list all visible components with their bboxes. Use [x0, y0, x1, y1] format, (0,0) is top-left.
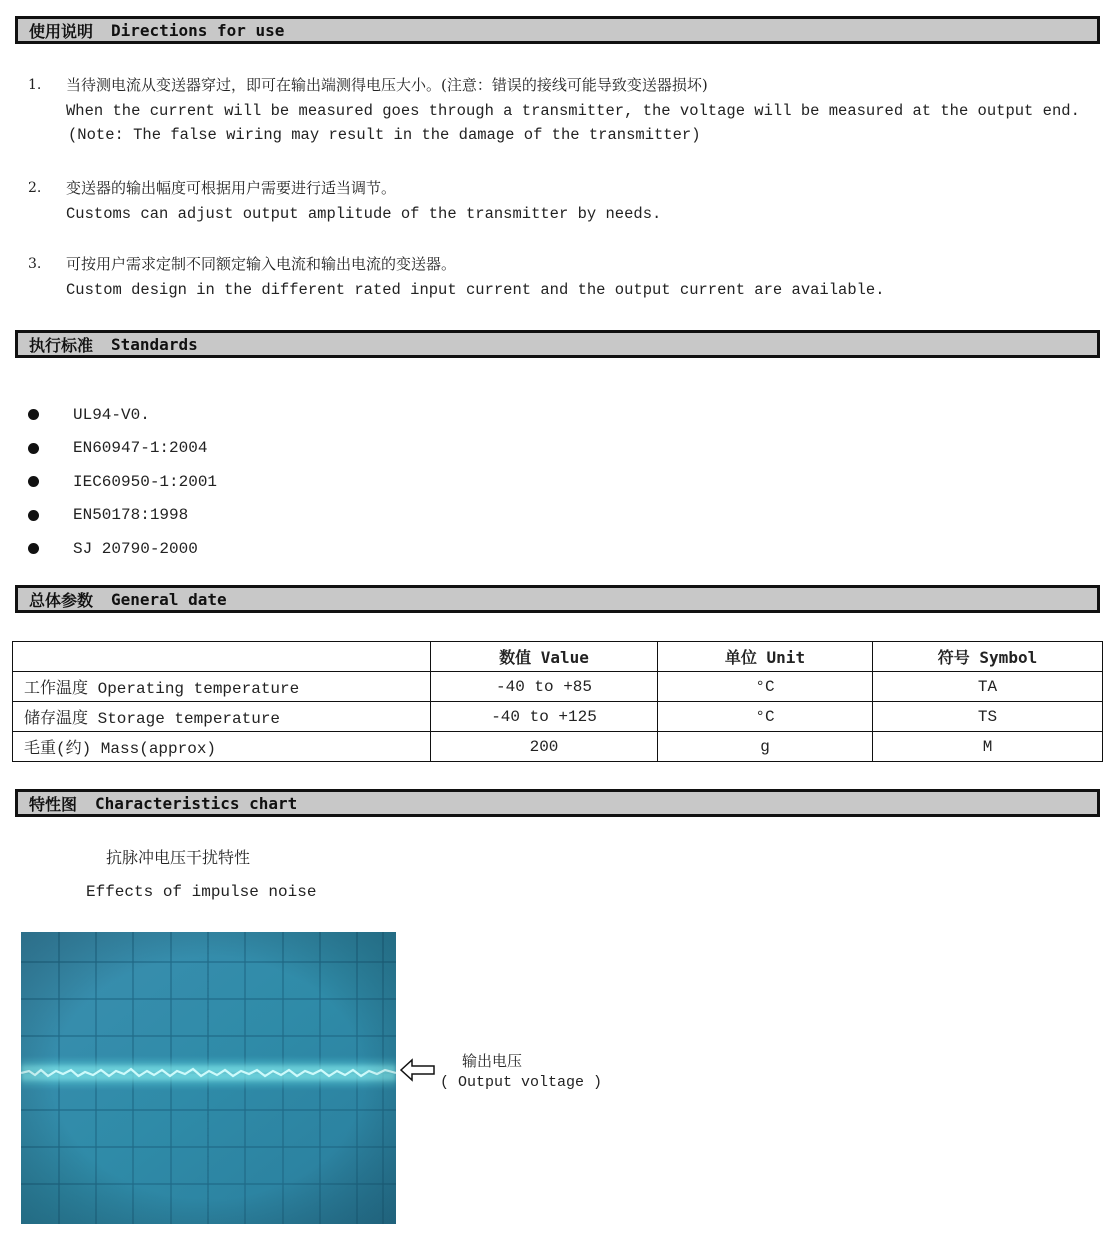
section-header-directions — [15, 16, 1100, 44]
table-cell: 毛重(约) Mass(approx) — [13, 732, 431, 762]
chart-title-en: Effects of impulse noise — [86, 883, 317, 901]
section-title-en: Standards — [111, 334, 198, 354]
column-header — [13, 642, 431, 672]
standard-label: EN50178:1998 — [73, 506, 189, 525]
annotation-label-zh: 输出电压 — [462, 1052, 523, 1070]
section-title-zh: 特性图 — [29, 794, 78, 814]
annotation-label-en: ( Output voltage ) — [440, 1074, 603, 1091]
bullet-icon — [28, 476, 39, 487]
table-cell: TS — [873, 702, 1103, 732]
item-number: 3. — [28, 256, 42, 272]
table-cell: TA — [873, 672, 1103, 702]
standard-label: IEC60950-1:2001 — [73, 472, 218, 491]
item-number: 2. — [28, 180, 42, 196]
item-text-en: When the current will be measured goes through a transmitter, the voltage will be measured at the output end. — [66, 102, 1080, 120]
section-title-zh: 使用说明 — [29, 21, 94, 41]
bullet-icon — [28, 409, 39, 420]
list-item — [28, 432, 217, 466]
item-text-zh: 可按用户需求定制不同额定输入电流和输出电流的变送器。 — [66, 255, 457, 273]
bullet-icon — [28, 443, 39, 454]
section-title-zh: 执行标准 — [29, 335, 94, 355]
table-cell: g — [658, 732, 873, 762]
table-cell: M — [873, 732, 1103, 762]
table-cell: -40 to +125 — [431, 702, 658, 732]
item-text-en: Customs can adjust output amplitude of the transmitter by needs. — [66, 205, 662, 223]
standard-label: EN60947-1:2004 — [73, 439, 208, 458]
column-header: 符号 Symbol — [873, 642, 1103, 672]
list-item — [28, 532, 217, 566]
list-item — [28, 465, 217, 499]
column-header: 数值 Value — [431, 642, 658, 672]
chart-title-zh: 抗脉冲电压干扰特性 — [106, 848, 251, 867]
list-item — [28, 499, 217, 533]
table-row — [13, 672, 1103, 702]
table-cell: -40 to +85 — [431, 672, 658, 702]
table-row — [13, 732, 1103, 762]
table-row — [13, 702, 1103, 732]
table-header-row — [13, 642, 1103, 672]
column-header: 单位 Unit — [658, 642, 873, 672]
item-text-en: Custom design in the different rated input current and the output current are available. — [66, 281, 885, 299]
table-cell: 200 — [431, 732, 658, 762]
oscilloscope-image — [21, 932, 396, 1224]
section-header-standards — [15, 330, 1100, 358]
table-cell: °C — [658, 672, 873, 702]
item-text-zh: 当待测电流从变送器穿过，即可在输出端测得电压大小。(注意：错误的接线可能导致变送器损坏) — [66, 76, 708, 94]
section-title-en: General date — [111, 589, 227, 609]
bullet-icon — [28, 543, 39, 554]
section-title-zh: 总体参数 — [29, 590, 94, 610]
list-item — [28, 398, 217, 432]
table-cell: 工作温度 Operating temperature — [13, 672, 431, 702]
section-title-en: Directions for use — [111, 20, 285, 40]
general-parameters-table — [12, 641, 1103, 762]
output-voltage-annotation — [400, 1050, 630, 1100]
table-cell: 储存温度 Storage temperature — [13, 702, 431, 732]
section-title-en: Characteristics chart — [95, 793, 298, 813]
item-text-en-note: (Note: The false wiring may result in the damage of the transmitter) — [68, 126, 701, 144]
hollow-left-arrow-icon — [400, 1058, 436, 1082]
item-number: 1. — [28, 77, 42, 93]
standard-label: SJ 20790-2000 — [73, 539, 198, 558]
standards-list — [28, 398, 217, 566]
section-header-general — [15, 585, 1100, 613]
section-header-chart — [15, 789, 1100, 817]
item-text-zh: 变送器的输出幅度可根据用户需要进行适当调节。 — [66, 179, 397, 197]
bullet-icon — [28, 510, 39, 521]
table-cell: °C — [658, 702, 873, 732]
standard-label: UL94-V0. — [73, 405, 150, 424]
